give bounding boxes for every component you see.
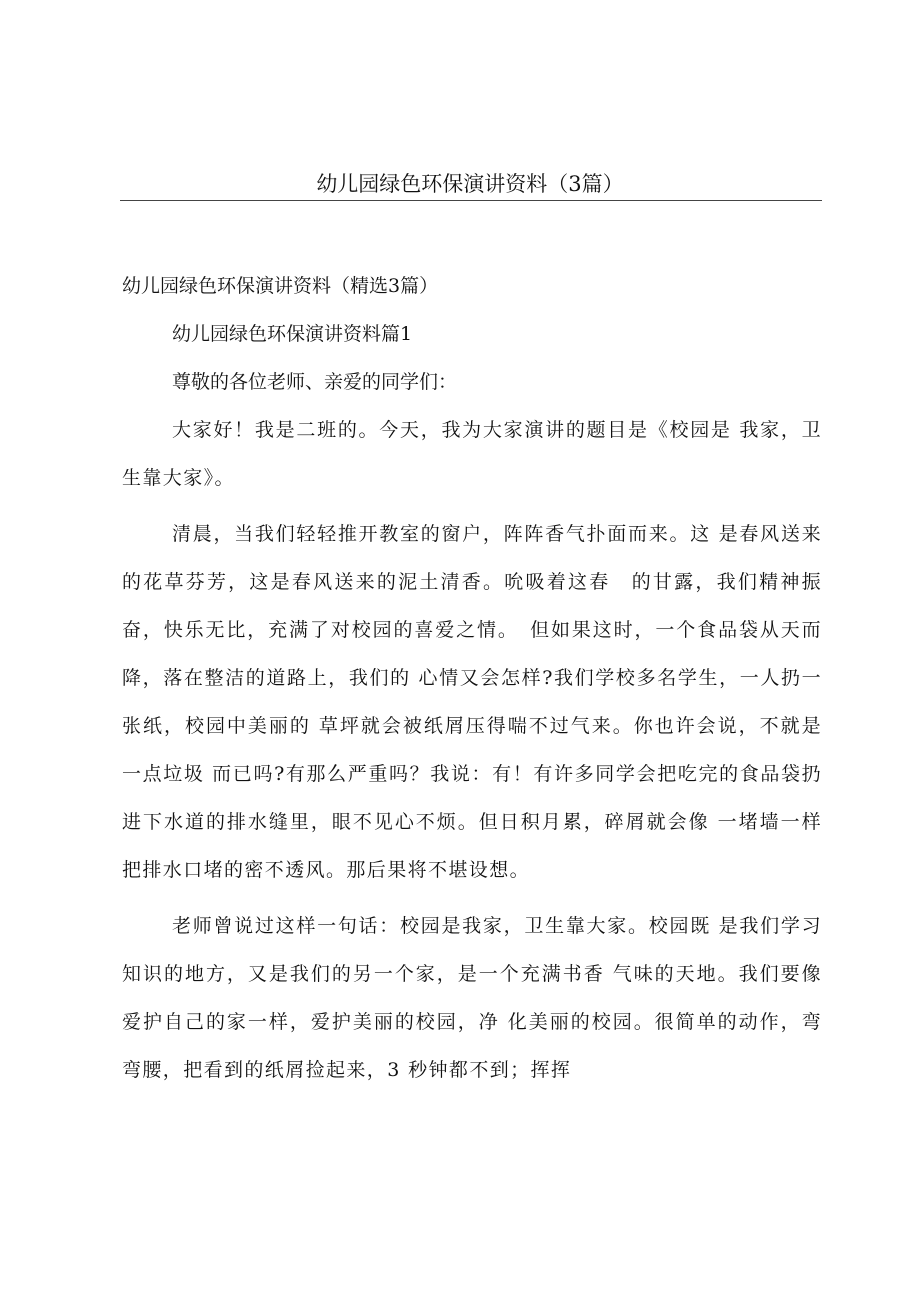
paragraph-morning: 清晨，当我们轻轻推开教室的窗户，阵阵香气扑面而来。这 是春风送来的花草芬芳，这是春风送来的泥土清香。吮吸着这春 的甘露，我们精神振奋，快乐无比，充满了对校园的喜爱之情。 但如果这时，一个食品袋从天而降，落在整洁的道路上，我们的 心情又会怎样?我们学校多名学生，一人扔一张纸，校园中美丽的 草坪就会被纸屑压得喘不过气来。你也许会说，不就是一点垃圾 而已吗?有那么严重吗？我说：有！有许多同学会把吃完的食品袋扔 进下水道的排水缝里，眼不见心不烦。但日积月累，碎屑就会像 一堵墙一样把排水口堵的密不透风。那后果将不堪设想。 (122, 523, 822, 881)
paragraph-teacher-quote: 老师曾说过这样一句话：校园是我家，卫生靠大家。校园既 是我们学习知识的地方，又是我们的另一个家，是一个充满书香 气味的天地。我们要像爱护自己的家一样，爱护美丽的校园，净 化美丽的校园。很简单的动作，弯弯腰，把看到的纸屑捡起来，3 秒钟都不到；挥挥 (122, 915, 822, 1081)
title-underline (120, 200, 822, 201)
salutation: 尊敬的各位老师、亲爱的同学们： (172, 371, 458, 393)
document-subtitle: 幼儿园绿色环保演讲资料（精选3篇） (122, 275, 439, 297)
document-title: 幼儿园绿色环保演讲资料（3篇） (316, 172, 624, 196)
section-heading: 幼儿园绿色环保演讲资料篇1 (172, 323, 413, 345)
document-body (122, 262, 822, 1094)
paragraph-greeting: 大家好！我是二班的。今天，我为大家演讲的题目是《校园是 我家，卫生靠大家》。 (122, 419, 822, 489)
